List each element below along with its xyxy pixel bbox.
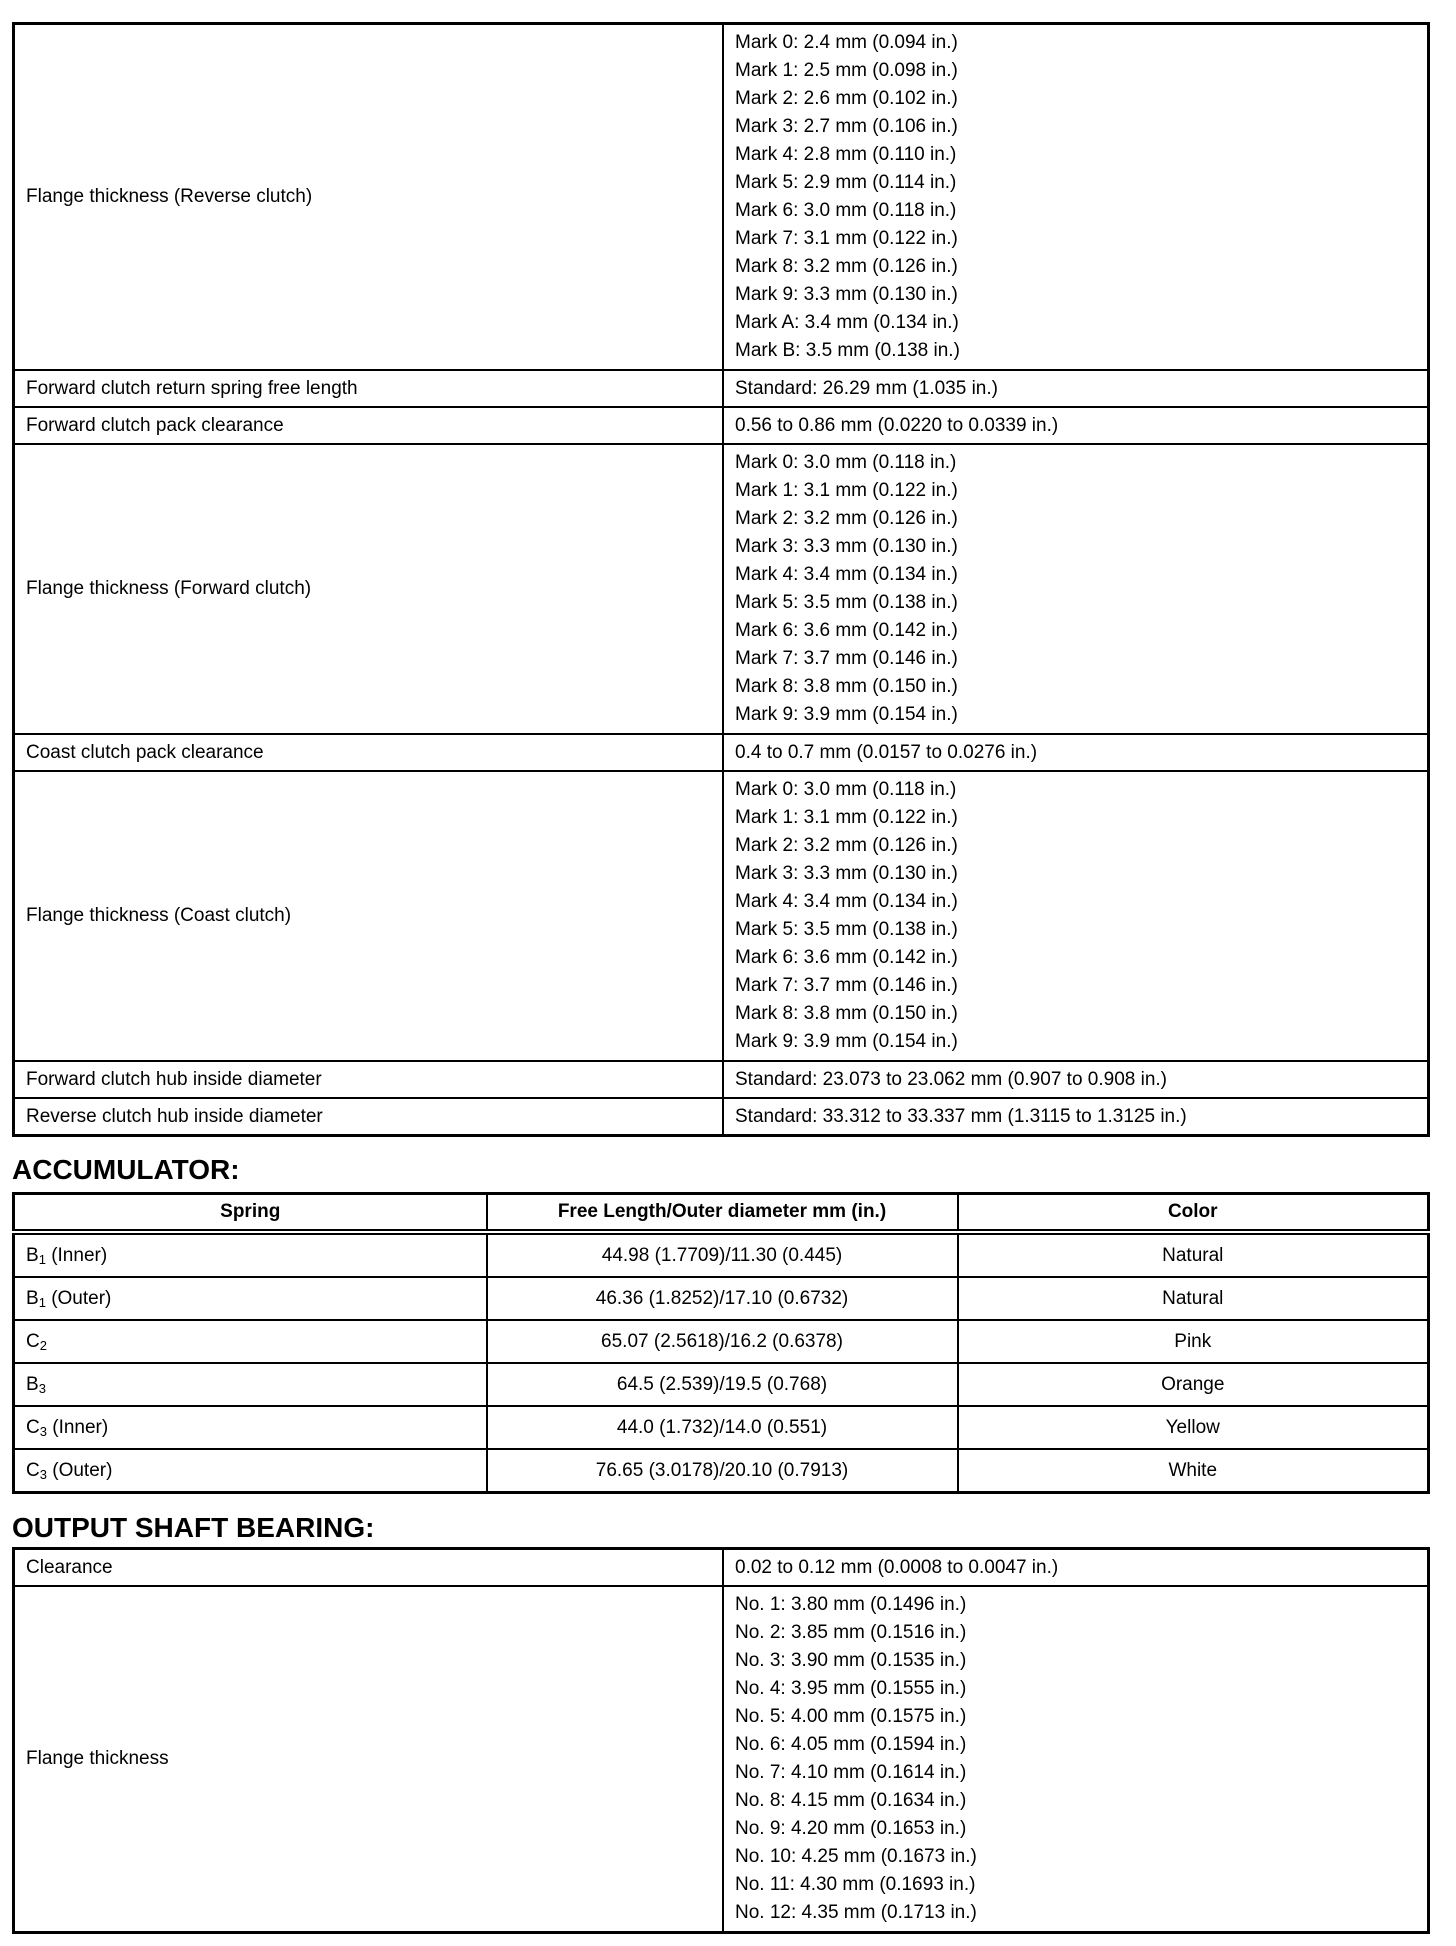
accumulator-table [12,1192,1430,1494]
spec-value-line: Mark 6: 3.0 mm (0.118 in.) [735,200,957,221]
table-row [14,407,1429,444]
spring-letter: C [26,1459,40,1481]
spring-letter: B [26,1373,39,1395]
spring-position: (Outer) [45,1287,112,1309]
spec-value-line: Mark 1: 3.1 mm (0.122 in.) [735,807,958,828]
spec-value-line: Mark 3: 3.3 mm (0.130 in.) [735,536,958,557]
spec-value-line: Mark 5: 3.5 mm (0.138 in.) [735,919,958,940]
spec-value-line: Mark A: 3.4 mm (0.134 in.) [735,312,959,333]
spec-value-line: Mark 3: 2.7 mm (0.106 in.) [735,116,958,137]
spec-label: Flange thickness (Reverse clutch) [14,24,724,371]
dimensions-cell: 65.07 (2.5618)/16.2 (0.6378) [487,1320,958,1363]
spec-value-line: Mark 0: 3.0 mm (0.118 in.) [735,452,957,473]
spec-value-line: Mark 5: 2.9 mm (0.114 in.) [735,172,957,193]
spec-value-line: Mark 3: 3.3 mm (0.130 in.) [735,863,958,884]
clutch-spec-table [12,22,1430,1137]
output-shaft-bearing-body [14,1549,1429,1933]
spring-cell [14,1363,487,1406]
spring-subscript: 3 [39,1423,47,1439]
spec-value-line: Mark 9: 3.9 mm (0.154 in.) [735,704,958,725]
spec-value-line: Mark 4: 3.4 mm (0.134 in.) [735,891,958,912]
spec-value-line: No. 9: 4.20 mm (0.1653 in.) [735,1818,967,1839]
spec-value-line: No. 5: 4.00 mm (0.1575 in.) [735,1706,967,1727]
spec-value-line: Mark 2: 3.2 mm (0.126 in.) [735,508,958,529]
spec-value [723,444,1429,734]
spec-label: Flange thickness [14,1586,724,1933]
spec-value-line: Mark 7: 3.1 mm (0.122 in.) [735,228,958,249]
spec-value-line: Mark 1: 3.1 mm (0.122 in.) [735,480,958,501]
spring-cell [14,1232,487,1277]
spec-value-line: No. 12: 4.35 mm (0.1713 in.) [735,1902,977,1923]
spec-value-line: Standard: 23.073 to 23.062 mm (0.907 to 0.908 in.) [735,1068,1168,1090]
spec-value-line: Mark 4: 3.4 mm (0.134 in.) [735,564,958,585]
spring-cell [14,1320,487,1363]
table-row [14,1061,1429,1098]
column-header-color: Color [958,1194,1429,1233]
table-row [14,1098,1429,1136]
table-row [14,444,1429,734]
spec-value-line: Mark 8: 3.2 mm (0.126 in.) [735,256,958,277]
spec-value-line: No. 10: 4.25 mm (0.1673 in.) [735,1846,977,1867]
table-row [14,1549,1429,1587]
spec-value-line: 0.4 to 0.7 mm (0.0157 to 0.0276 in.) [735,741,1038,763]
spring-cell [14,1406,487,1449]
table-row [14,1320,1429,1363]
spec-value-line: No. 6: 4.05 mm (0.1594 in.) [735,1734,967,1755]
spec-label: Forward clutch hub inside diameter [14,1061,724,1098]
spec-label: Forward clutch pack clearance [14,407,724,444]
spec-value-line: Mark 0: 3.0 mm (0.118 in.) [735,779,957,800]
spec-value-line: Mark 9: 3.9 mm (0.154 in.) [735,1031,958,1052]
table-row [14,771,1429,1061]
spring-subscript: 1 [38,1294,46,1310]
spec-value [723,1549,1429,1587]
spec-value-line: Mark 5: 3.5 mm (0.138 in.) [735,592,958,613]
dimensions-cell: 46.36 (1.8252)/17.10 (0.6732) [487,1277,958,1320]
spec-value-line: Mark 8: 3.8 mm (0.150 in.) [735,1003,958,1024]
spec-value-line: No. 11: 4.30 mm (0.1693 in.) [735,1874,976,1895]
spring-letter: C [26,1416,40,1438]
spec-value [723,1098,1429,1136]
table-row [14,1449,1429,1493]
spring-subscript: 1 [38,1251,46,1267]
table-row [14,24,1429,371]
spec-value-line: No. 1: 3.80 mm (0.1496 in.) [735,1594,967,1615]
spring-letter: B [26,1287,39,1309]
spec-value [723,24,1429,371]
spring-letter: B [26,1244,39,1266]
spring-cell [14,1277,487,1320]
spec-value-line: Mark 7: 3.7 mm (0.146 in.) [735,648,958,669]
spring-cell [14,1449,487,1493]
column-header-dimensions: Free Length/Outer diameter mm (in.) [487,1194,958,1233]
color-cell: Orange [958,1363,1429,1406]
spring-position: (Inner) [46,1416,109,1438]
spring-position: (Outer) [46,1459,113,1481]
table-row [14,734,1429,771]
spec-value-line: 0.56 to 0.86 mm (0.0220 to 0.0339 in.) [735,414,1059,436]
spec-value-line: No. 3: 3.90 mm (0.1535 in.) [735,1650,967,1671]
spring-subscript: 3 [39,1466,47,1482]
spec-label: Forward clutch return spring free length [14,370,724,407]
spec-label: Coast clutch pack clearance [14,734,724,771]
spec-value-line: Mark 2: 3.2 mm (0.126 in.) [735,835,958,856]
dimensions-cell: 64.5 (2.539)/19.5 (0.768) [487,1363,958,1406]
spec-value-line: Standard: 33.312 to 33.337 mm (1.3115 to 1.3125 in.) [735,1105,1187,1127]
spec-value-line: 0.02 to 0.12 mm (0.0008 to 0.0047 in.) [735,1556,1059,1578]
spec-value [723,370,1429,407]
accumulator-header-row [14,1194,1429,1233]
spring-position: (Inner) [45,1244,108,1266]
table-row [14,1277,1429,1320]
output-shaft-bearing-table [12,1547,1430,1934]
spec-value [723,1586,1429,1933]
color-cell: Yellow [958,1406,1429,1449]
spec-label: Flange thickness (Coast clutch) [14,771,724,1061]
accumulator-heading: ACCUMULATOR: [12,1154,240,1185]
spec-value [723,1061,1429,1098]
clutch-spec-body [14,24,1429,1136]
table-row [14,1586,1429,1933]
spec-value-line: Mark 4: 2.8 mm (0.110 in.) [735,144,957,165]
spec-value-line: Mark 6: 3.6 mm (0.142 in.) [735,620,958,641]
spec-value-line: No. 8: 4.15 mm (0.1634 in.) [735,1790,967,1811]
output-shaft-bearing-heading: OUTPUT SHAFT BEARING: [12,1512,375,1543]
spec-value-line: Mark 9: 3.3 mm (0.130 in.) [735,284,958,305]
spec-value-line: Mark 2: 2.6 mm (0.102 in.) [735,88,958,109]
spec-value [723,771,1429,1061]
table-row [14,1363,1429,1406]
color-cell: White [958,1449,1429,1493]
spring-subscript: 2 [39,1337,47,1353]
table-row [14,1406,1429,1449]
spec-value [723,407,1429,444]
table-row [14,1232,1429,1277]
color-cell: Natural [958,1277,1429,1320]
color-cell: Natural [958,1232,1429,1277]
spec-label: Flange thickness (Forward clutch) [14,444,724,734]
table-row [14,370,1429,407]
dimensions-cell: 76.65 (3.0178)/20.10 (0.7913) [487,1449,958,1493]
spec-value-line: Mark 7: 3.7 mm (0.146 in.) [735,975,958,996]
spec-value-line: Mark 1: 2.5 mm (0.098 in.) [735,60,958,81]
spec-value [723,734,1429,771]
dimensions-cell: 44.0 (1.732)/14.0 (0.551) [487,1406,958,1449]
spring-letter: C [26,1330,40,1352]
spec-value-line: Standard: 26.29 mm (1.035 in.) [735,377,998,399]
spec-value-line: Mark 8: 3.8 mm (0.150 in.) [735,676,958,697]
spec-value-line: No. 7: 4.10 mm (0.1614 in.) [735,1762,967,1783]
spec-label: Reverse clutch hub inside diameter [14,1098,724,1136]
spec-value-line: No. 2: 3.85 mm (0.1516 in.) [735,1622,967,1643]
spring-subscript: 3 [38,1380,46,1396]
accumulator-body [14,1232,1429,1493]
spec-value-line: Mark B: 3.5 mm (0.138 in.) [735,340,960,361]
spec-value-line: Mark 6: 3.6 mm (0.142 in.) [735,947,958,968]
color-cell: Pink [958,1320,1429,1363]
spec-value-line: Mark 0: 2.4 mm (0.094 in.) [735,32,958,53]
spec-value-line: No. 4: 3.95 mm (0.1555 in.) [735,1678,967,1699]
dimensions-cell: 44.98 (1.7709)/11.30 (0.445) [487,1232,958,1277]
spec-label: Clearance [14,1549,724,1587]
column-header-spring: Spring [14,1194,487,1233]
